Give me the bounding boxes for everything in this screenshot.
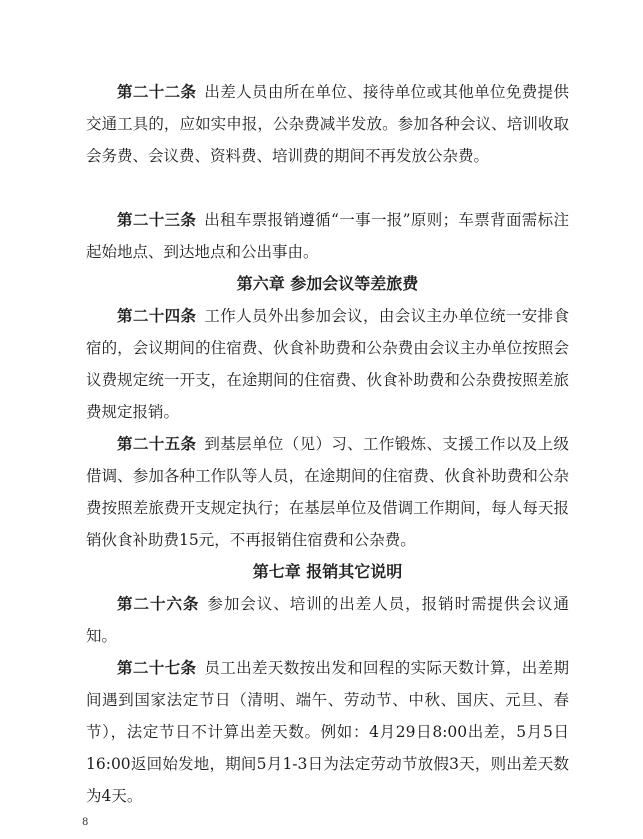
article-25-text: 到基层单位（见）习、工作锻炼、支援工作以及上级借调、参加各种工作队等人员，在途期间的住宿费、伙食补助费和公杂费按照差旅费开支规定执行；在基层单位及借调工作期间，每人每天报销伙食补助费15元，不再报销住宿费和公杂费。 [86,435,569,549]
article-22 [86,76,569,172]
article-23-text: 出租车票报销遵循“一事一报”原则；车票背面需标注起始地点、到达地点和公出事由。 [86,211,569,261]
article-27-text: 员工出差天数按出发和回程的实际天数计算，出差期间遇到国家法定节日（清明、端午、劳动节、中秋、国庆、元旦、春节），法定节日不计算出差天数。例如：4月29日8:00出差，5月5日16:00返回始发地，期间5月1-3日为法定劳动节放假3天，则出差天数为4天。 [86,659,569,805]
article-25-title: 第二十五条 [117,435,197,453]
chapter-6-heading: 第六章 参加会议等差旅费 [236,274,419,293]
article-23 [86,204,569,268]
article-24 [86,300,569,428]
article-22-text: 出差人员由所在单位、接待单位或其他单位免费提供交通工具的，应如实申报，公杂费减半发放。参加各种会议、培训收取会务费、会议费、资料费、培训费的期间不再发放公杂费。 [86,83,569,165]
article-22-title: 第二十二条 [117,83,197,101]
page-number: 8 [82,817,89,828]
article-25 [86,428,569,556]
chapter-7-heading: 第七章 报销其它说明 [252,562,403,581]
article-26 [86,588,569,652]
article-24-title: 第二十四条 [117,307,197,325]
article-27 [86,652,569,812]
article-27-title: 第二十七条 [117,659,197,677]
article-24-text: 工作人员外出参加会议，由会议主办单位统一安排食宿的，会议期间的住宿费、伙食补助费和公杂费由会议主办单位按照会议费规定统一开支，在途期间的住宿费、伙食补助费和公杂费按照差旅费规定报销。 [86,307,569,421]
article-23-title: 第二十三条 [117,211,197,229]
article-26-title: 第二十六条 [117,595,200,613]
article-26-text: 参加会议、培训的出差人员，报销时需提供会议通知。 [86,595,569,645]
